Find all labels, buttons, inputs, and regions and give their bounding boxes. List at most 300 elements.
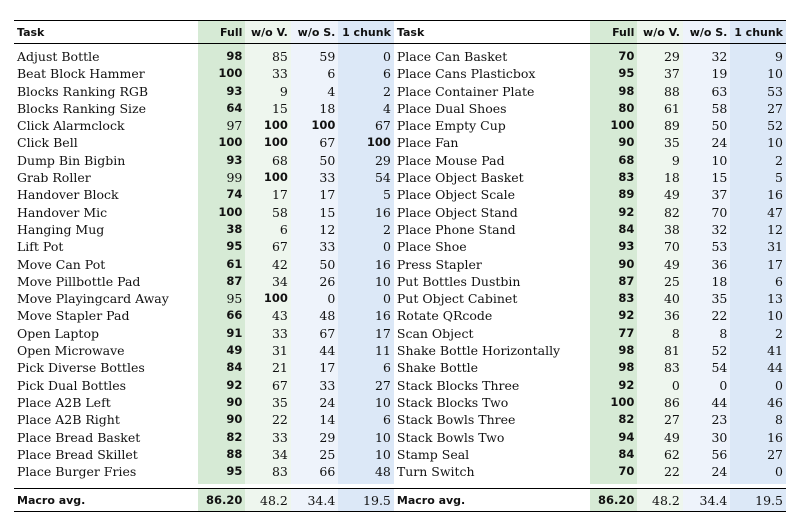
cell-wov-right: 49 — [637, 256, 682, 273]
cell-wov-left: 33 — [245, 65, 290, 82]
cell-full-left: 99 — [198, 169, 245, 186]
task-name-right: Place Phone Stand — [396, 221, 516, 237]
cell-full-right: 77 — [590, 325, 637, 342]
cell-wov-right: 8 — [637, 325, 682, 342]
task-name-left: Place Burger Fries — [17, 464, 137, 480]
task-name-left: Place A2B Right — [17, 412, 120, 428]
cell-one-left: 2 — [338, 83, 394, 100]
table-row — [14, 134, 786, 151]
cell-full-right: 98 — [590, 83, 637, 100]
cell-wos-right: 18 — [683, 273, 730, 290]
cell-full-left: 88 — [198, 446, 245, 463]
cell-wos-right: 37 — [683, 186, 730, 203]
cell-wov-right: 49 — [637, 429, 682, 446]
cell-wos-left: 17 — [291, 359, 338, 376]
cell-one-left: 54 — [338, 169, 394, 186]
task-name-right: Shake Bottle Horizontally — [396, 343, 561, 359]
table-row — [14, 100, 786, 117]
macro-wos-right: 34.4 — [683, 489, 730, 512]
cell-full-right: 84 — [590, 221, 637, 238]
cell-one-right: 16 — [730, 429, 786, 446]
task-name-right: Place Empty Cup — [396, 118, 506, 134]
cell-one-right: 17 — [730, 256, 786, 273]
cell-one-right: 0 — [730, 377, 786, 394]
cell-wos-left: 100 — [291, 117, 338, 134]
cell-full-left: 95 — [198, 463, 245, 484]
header-wos-left: w/o S. — [291, 21, 338, 44]
cell-one-right: 27 — [730, 100, 786, 117]
task-name-right: Place Container Plate — [396, 83, 535, 99]
cell-one-left: 16 — [338, 204, 394, 221]
cell-full-left: 95 — [198, 290, 245, 307]
macro-one-chunk-right: 19.5 — [730, 489, 786, 512]
cell-full-right: 84 — [590, 446, 637, 463]
task-name-right: Place Can Basket — [396, 49, 508, 64]
cell-wos-left: 18 — [291, 100, 338, 117]
task-name-right: Place Cans Plasticbox — [396, 66, 536, 82]
cell-full-left: 93 — [198, 152, 245, 169]
cell-wos-left: 25 — [291, 446, 338, 463]
cell-wov-left: 22 — [245, 411, 290, 428]
cell-full-left: 97 — [198, 117, 245, 134]
cell-one-right: 31 — [730, 238, 786, 255]
table-row — [14, 169, 786, 186]
cell-wov-left: 34 — [245, 273, 290, 290]
cell-one-left: 16 — [338, 256, 394, 273]
cell-one-right: 0 — [730, 463, 786, 484]
task-name-left: Move Playingcard Away — [17, 291, 169, 307]
task-name-left: Move Stapler Pad — [17, 308, 130, 324]
cell-wov-right: 86 — [637, 394, 682, 411]
task-name-left: Grab Roller — [17, 170, 91, 186]
task-name-left: Move Pillbottle Pad — [17, 273, 141, 289]
cell-wos-left: 17 — [291, 186, 338, 203]
cell-wov-right: 61 — [637, 100, 682, 117]
task-name-left: Open Microwave — [17, 343, 125, 359]
cell-full-right: 98 — [590, 359, 637, 376]
cell-one-left: 10 — [338, 273, 394, 290]
table-row — [14, 342, 786, 359]
cell-wov-left: 58 — [245, 204, 290, 221]
cell-full-left: 98 — [198, 44, 245, 66]
cell-wov-left: 33 — [245, 325, 290, 342]
task-name-left: Blocks Ranking RGB — [17, 83, 149, 99]
cell-wov-left: 31 — [245, 342, 290, 359]
cell-one-right: 6 — [730, 273, 786, 290]
cell-full-right: 98 — [590, 342, 637, 359]
task-name-left: Move Can Pot — [17, 256, 106, 272]
cell-wos-right: 35 — [683, 290, 730, 307]
cell-full-left: 93 — [198, 83, 245, 100]
cell-wov-left: 9 — [245, 83, 290, 100]
cell-wos-right: 8 — [683, 325, 730, 342]
cell-full-right: 70 — [590, 463, 637, 484]
cell-wov-left: 68 — [245, 152, 290, 169]
cell-one-left: 10 — [338, 429, 394, 446]
table-row — [14, 359, 786, 376]
task-name-right: Stack Bowls Two — [396, 429, 505, 445]
cell-one-left: 29 — [338, 152, 394, 169]
header-task-right: Task — [394, 21, 590, 44]
table-row — [14, 44, 786, 66]
cell-wos-right: 32 — [683, 44, 730, 66]
cell-wov-right: 62 — [637, 446, 682, 463]
cell-full-left: 90 — [198, 394, 245, 411]
cell-full-right: 83 — [590, 290, 637, 307]
table-row — [14, 256, 786, 273]
table-row — [14, 238, 786, 255]
cell-wov-left: 21 — [245, 359, 290, 376]
cell-wov-left: 42 — [245, 256, 290, 273]
cell-wos-right: 63 — [683, 83, 730, 100]
table-row — [14, 152, 786, 169]
task-name-left: Click Bell — [17, 135, 78, 151]
cell-full-right: 83 — [590, 169, 637, 186]
macro-full-left: 86.20 — [198, 489, 245, 512]
task-name-left: Open Laptop — [17, 325, 99, 341]
cell-one-right: 10 — [730, 307, 786, 324]
table-row — [14, 204, 786, 221]
cell-wos-left: 6 — [291, 65, 338, 82]
cell-full-right: 92 — [590, 204, 637, 221]
task-name-left: Dump Bin Bigbin — [17, 152, 126, 168]
cell-wos-right: 23 — [683, 411, 730, 428]
cell-full-right: 95 — [590, 65, 637, 82]
cell-one-left: 6 — [338, 411, 394, 428]
cell-wov-right: 29 — [637, 44, 682, 66]
table-row — [14, 411, 786, 428]
macro-label-left: Macro avg. — [14, 489, 198, 512]
cell-wov-right: 27 — [637, 411, 682, 428]
cell-wos-right: 30 — [683, 429, 730, 446]
cell-wos-left: 4 — [291, 83, 338, 100]
cell-full-left: 91 — [198, 325, 245, 342]
cell-wov-right: 38 — [637, 221, 682, 238]
header-full-left: Full — [198, 21, 245, 44]
cell-wos-right: 24 — [683, 463, 730, 484]
cell-wov-left: 83 — [245, 463, 290, 484]
results-table — [14, 20, 786, 512]
cell-one-left: 11 — [338, 342, 394, 359]
cell-wov-right: 25 — [637, 273, 682, 290]
macro-wov-left: 48.2 — [245, 489, 290, 512]
table-row — [14, 290, 786, 307]
cell-wos-left: 50 — [291, 152, 338, 169]
cell-wos-left: 48 — [291, 307, 338, 324]
cell-one-left: 0 — [338, 44, 394, 66]
cell-wos-left: 67 — [291, 325, 338, 342]
task-name-left: Click Alarmclock — [17, 118, 125, 134]
macro-wos-left: 34.4 — [291, 489, 338, 512]
cell-one-left: 100 — [338, 134, 394, 151]
cell-wos-right: 19 — [683, 65, 730, 82]
task-name-right: Place Dual Shoes — [396, 100, 507, 116]
cell-wos-right: 54 — [683, 359, 730, 376]
cell-wov-right: 0 — [637, 377, 682, 394]
cell-wos-left: 66 — [291, 463, 338, 484]
cell-wov-right: 89 — [637, 117, 682, 134]
header-row — [14, 21, 786, 44]
task-name-left: Place Bread Skillet — [17, 446, 138, 462]
cell-wos-left: 29 — [291, 429, 338, 446]
macro-full-right: 86.20 — [590, 489, 637, 512]
table-row — [14, 429, 786, 446]
table-body — [14, 44, 786, 485]
cell-wos-left: 14 — [291, 411, 338, 428]
cell-full-right: 92 — [590, 377, 637, 394]
table-row — [14, 307, 786, 324]
cell-full-left: 84 — [198, 359, 245, 376]
header-wos-right: w/o S. — [683, 21, 730, 44]
header-one-chunk-right: 1 chunk — [730, 21, 786, 44]
task-name-right: Stack Bowls Three — [396, 412, 516, 428]
cell-one-right: 10 — [730, 134, 786, 151]
cell-full-right: 94 — [590, 429, 637, 446]
cell-wov-left: 100 — [245, 134, 290, 151]
task-name-left: Adjust Bottle — [17, 49, 100, 64]
cell-one-right: 8 — [730, 411, 786, 428]
cell-full-right: 90 — [590, 256, 637, 273]
cell-wos-right: 70 — [683, 204, 730, 221]
task-name-right: Place Shoe — [396, 239, 467, 255]
task-name-left: Handover Mic — [17, 204, 108, 220]
cell-wov-left: 34 — [245, 446, 290, 463]
cell-wov-left: 43 — [245, 307, 290, 324]
cell-wov-left: 6 — [245, 221, 290, 238]
cell-full-left: 38 — [198, 221, 245, 238]
task-name-right: Place Object Scale — [396, 187, 516, 203]
cell-wos-left: 12 — [291, 221, 338, 238]
header-wov-left: w/o V. — [245, 21, 290, 44]
cell-wos-right: 36 — [683, 256, 730, 273]
cell-one-right: 46 — [730, 394, 786, 411]
cell-one-right: 44 — [730, 359, 786, 376]
cell-wos-right: 22 — [683, 307, 730, 324]
cell-wos-left: 44 — [291, 342, 338, 359]
cell-full-left: 90 — [198, 411, 245, 428]
cell-wos-right: 44 — [683, 394, 730, 411]
cell-wov-left: 67 — [245, 238, 290, 255]
task-name-left: Pick Dual Bottles — [17, 377, 127, 393]
cell-one-left: 17 — [338, 325, 394, 342]
cell-wos-right: 58 — [683, 100, 730, 117]
cell-wos-right: 56 — [683, 446, 730, 463]
cell-one-left: 48 — [338, 463, 394, 484]
task-name-right: Put Object Cabinet — [396, 291, 518, 307]
cell-full-right: 92 — [590, 307, 637, 324]
header-task-left: Task — [14, 21, 198, 44]
cell-full-right: 90 — [590, 134, 637, 151]
cell-one-left: 0 — [338, 238, 394, 255]
table-row — [14, 325, 786, 342]
cell-wov-left: 85 — [245, 44, 290, 66]
cell-full-left: 100 — [198, 134, 245, 151]
cell-full-left: 95 — [198, 238, 245, 255]
cell-one-right: 5 — [730, 169, 786, 186]
macro-avg-row — [14, 489, 786, 512]
cell-full-right: 87 — [590, 273, 637, 290]
task-name-left: Lift Pot — [17, 239, 64, 255]
cell-wov-left: 100 — [245, 169, 290, 186]
cell-wos-left: 0 — [291, 290, 338, 307]
cell-one-left: 16 — [338, 307, 394, 324]
cell-wov-right: 18 — [637, 169, 682, 186]
task-name-right: Turn Switch — [396, 464, 475, 480]
cell-wov-right: 40 — [637, 290, 682, 307]
table-row — [14, 273, 786, 290]
cell-full-left: 61 — [198, 256, 245, 273]
cell-wos-right: 50 — [683, 117, 730, 134]
cell-wov-left: 67 — [245, 377, 290, 394]
cell-full-left: 87 — [198, 273, 245, 290]
cell-wov-right: 49 — [637, 186, 682, 203]
cell-one-left: 27 — [338, 377, 394, 394]
task-name-right: Stamp Seal — [396, 446, 470, 462]
cell-full-left: 92 — [198, 377, 245, 394]
cell-one-left: 10 — [338, 394, 394, 411]
cell-one-right: 41 — [730, 342, 786, 359]
cell-one-right: 53 — [730, 83, 786, 100]
cell-wov-right: 36 — [637, 307, 682, 324]
task-name-right: Scan Object — [396, 325, 474, 341]
cell-full-right: 93 — [590, 238, 637, 255]
cell-one-left: 0 — [338, 290, 394, 307]
cell-full-left: 82 — [198, 429, 245, 446]
cell-one-right: 12 — [730, 221, 786, 238]
cell-one-right: 9 — [730, 44, 786, 66]
cell-full-left: 74 — [198, 186, 245, 203]
cell-one-right: 27 — [730, 446, 786, 463]
cell-wov-left: 15 — [245, 100, 290, 117]
cell-full-right: 89 — [590, 186, 637, 203]
cell-full-right: 100 — [590, 394, 637, 411]
cell-full-right: 68 — [590, 152, 637, 169]
cell-wos-left: 26 — [291, 273, 338, 290]
cell-one-left: 6 — [338, 359, 394, 376]
cell-full-right: 70 — [590, 44, 637, 66]
table-row — [14, 117, 786, 134]
table-row — [14, 463, 786, 484]
cell-one-right: 52 — [730, 117, 786, 134]
cell-wos-left: 59 — [291, 44, 338, 66]
cell-one-right: 10 — [730, 65, 786, 82]
cell-one-left: 4 — [338, 100, 394, 117]
macro-label-right: Macro avg. — [394, 489, 590, 512]
cell-wos-right: 32 — [683, 221, 730, 238]
cell-one-right: 16 — [730, 186, 786, 203]
macro-wov-right: 48.2 — [637, 489, 682, 512]
task-name-left: Blocks Ranking Size — [17, 100, 147, 116]
task-name-right: Shake Bottle — [396, 360, 479, 376]
cell-wov-left: 17 — [245, 186, 290, 203]
cell-wov-right: 83 — [637, 359, 682, 376]
cell-wov-left: 100 — [245, 117, 290, 134]
cell-wov-right: 82 — [637, 204, 682, 221]
cell-full-left: 64 — [198, 100, 245, 117]
cell-wov-right: 70 — [637, 238, 682, 255]
cell-wos-right: 52 — [683, 342, 730, 359]
cell-wos-left: 15 — [291, 204, 338, 221]
header-wov-right: w/o V. — [637, 21, 682, 44]
task-name-right: Put Bottles Dustbin — [396, 273, 521, 289]
task-name-left: Place A2B Left — [17, 394, 111, 410]
macro-one-chunk-left: 19.5 — [338, 489, 394, 512]
cell-full-left: 100 — [198, 204, 245, 221]
cell-wov-right: 81 — [637, 342, 682, 359]
cell-wov-right: 88 — [637, 83, 682, 100]
cell-wov-left: 35 — [245, 394, 290, 411]
task-name-right: Place Object Basket — [396, 170, 524, 186]
cell-wos-right: 24 — [683, 134, 730, 151]
task-name-left: Beat Block Hammer — [17, 66, 145, 82]
cell-wos-left: 50 — [291, 256, 338, 273]
cell-one-right: 2 — [730, 325, 786, 342]
table-row — [14, 83, 786, 100]
cell-wov-right: 22 — [637, 463, 682, 484]
cell-one-right: 47 — [730, 204, 786, 221]
cell-full-left: 66 — [198, 307, 245, 324]
cell-wos-left: 24 — [291, 394, 338, 411]
cell-wov-right: 35 — [637, 134, 682, 151]
cell-wos-right: 53 — [683, 238, 730, 255]
table-row — [14, 221, 786, 238]
cell-wos-left: 33 — [291, 169, 338, 186]
task-name-left: Pick Diverse Bottles — [17, 360, 145, 376]
cell-full-left: 49 — [198, 342, 245, 359]
task-name-right: Place Mouse Pad — [396, 152, 505, 168]
cell-full-left: 100 — [198, 65, 245, 82]
cell-one-left: 10 — [338, 446, 394, 463]
cell-wov-left: 100 — [245, 290, 290, 307]
task-name-left: Handover Block — [17, 187, 119, 203]
cell-one-right: 13 — [730, 290, 786, 307]
cell-one-left: 6 — [338, 65, 394, 82]
table-row — [14, 446, 786, 463]
table-row — [14, 377, 786, 394]
task-name-right: Stack Blocks Two — [396, 394, 509, 410]
cell-wos-left: 33 — [291, 238, 338, 255]
task-name-right: Rotate QRcode — [396, 308, 493, 324]
table-row — [14, 186, 786, 203]
header-full-right: Full — [590, 21, 637, 44]
task-name-right: Press Stapler — [396, 256, 482, 272]
cell-wos-left: 67 — [291, 134, 338, 151]
cell-full-right: 82 — [590, 411, 637, 428]
task-name-right: Place Fan — [396, 135, 459, 151]
table-row — [14, 394, 786, 411]
cell-wov-right: 37 — [637, 65, 682, 82]
cell-wov-left: 33 — [245, 429, 290, 446]
cell-one-left: 5 — [338, 186, 394, 203]
cell-wos-right: 0 — [683, 377, 730, 394]
cell-one-left: 67 — [338, 117, 394, 134]
cell-one-left: 2 — [338, 221, 394, 238]
task-name-left: Place Bread Basket — [17, 429, 141, 445]
cell-wos-right: 15 — [683, 169, 730, 186]
cell-wov-right: 9 — [637, 152, 682, 169]
task-name-left: Hanging Mug — [17, 221, 105, 237]
table-row — [14, 65, 786, 82]
header-one-chunk-left: 1 chunk — [338, 21, 394, 44]
cell-full-right: 100 — [590, 117, 637, 134]
cell-one-right: 2 — [730, 152, 786, 169]
cell-wos-left: 33 — [291, 377, 338, 394]
task-name-right: Stack Blocks Three — [396, 377, 520, 393]
results-table-wrapper — [14, 20, 786, 512]
task-name-right: Place Object Stand — [396, 204, 518, 220]
cell-wos-right: 10 — [683, 152, 730, 169]
cell-full-right: 80 — [590, 100, 637, 117]
